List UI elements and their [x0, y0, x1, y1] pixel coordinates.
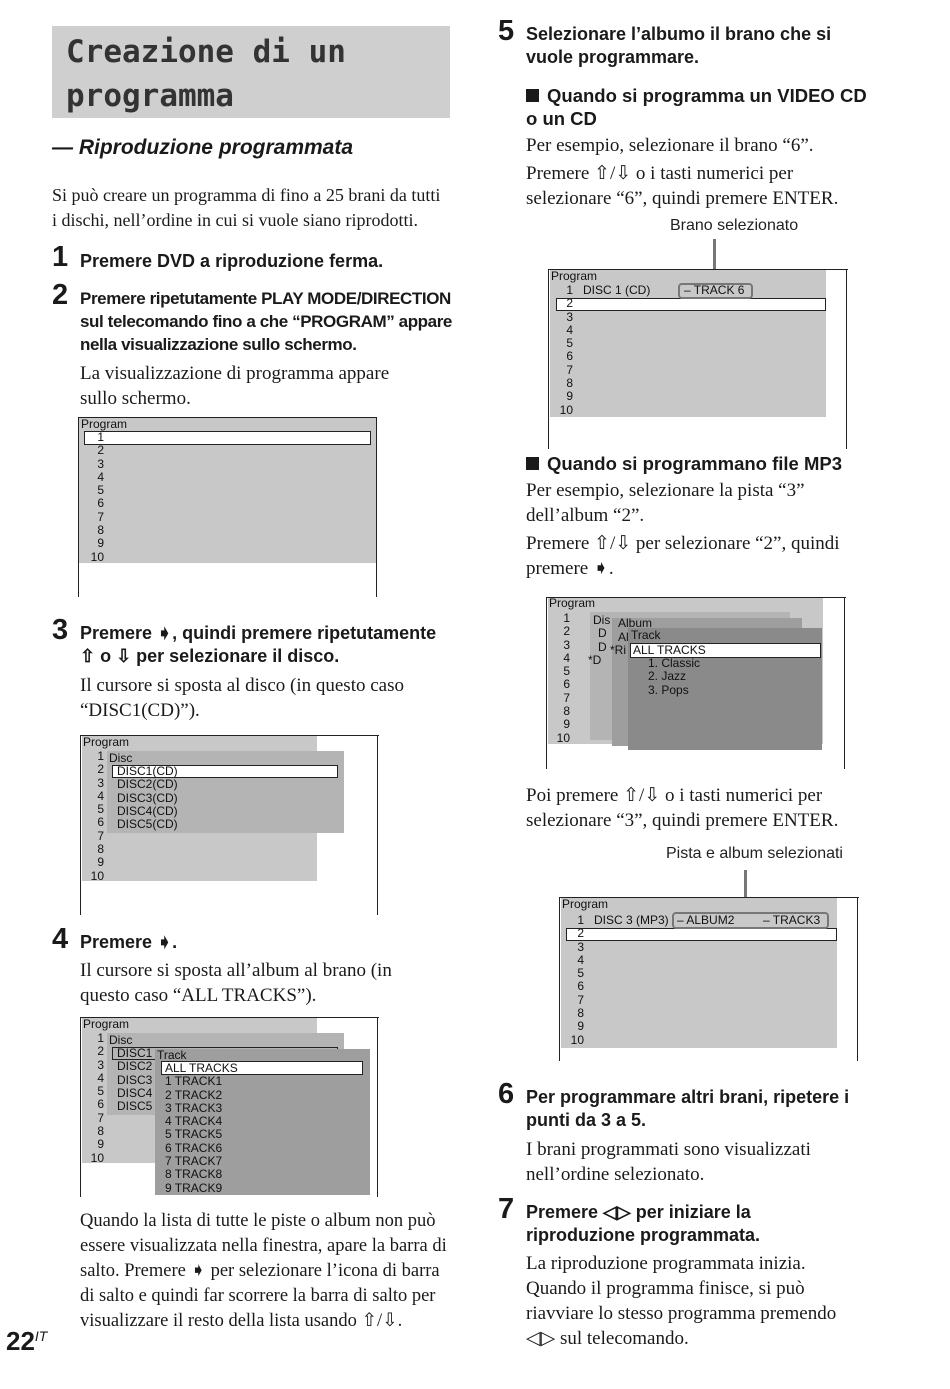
step-body-line: selezionare “3”, quindi premere ENTER.: [526, 810, 839, 831]
step-body-line: I brani programmati sono visualizzati: [526, 1139, 811, 1160]
disc-item: DISC2(CD): [117, 777, 178, 792]
row-numbers: [568, 914, 584, 1047]
program-track: – TRACK3: [763, 913, 821, 927]
row-number: 10: [559, 402, 573, 417]
step-title-line: Premere ◁▷ per iniziare la: [526, 1202, 751, 1222]
row-numbers: [557, 284, 573, 417]
page-title: [66, 30, 346, 118]
step-title: [80, 287, 452, 356]
program-label: Program: [562, 897, 609, 911]
step-title-line: vuole programmare.: [526, 47, 700, 67]
track-item: 8 TRACK8: [165, 1167, 223, 1182]
step-body-line: questo caso “ALL TRACKS”).: [80, 985, 317, 1006]
step-number: 6: [498, 1078, 515, 1110]
disc-label: Disc: [109, 1033, 133, 1047]
step-body: [80, 361, 389, 411]
title-line-1: Creazione di un: [66, 34, 346, 70]
program-disc: DISC 1 (CD): [583, 283, 651, 297]
subheading-mp3: [526, 452, 842, 475]
screen-border: [559, 897, 560, 1061]
page-subtitle: — Riproduzione programmata: [52, 136, 354, 159]
row-number: 1: [577, 913, 584, 927]
program-label: Program: [551, 269, 598, 283]
step-body-line: Poi premere ⇧/⇩ o i tasti numerici per: [526, 785, 823, 806]
row-number: 1: [97, 1031, 104, 1045]
screen-border: [546, 597, 547, 769]
row-number: 4: [97, 469, 104, 484]
step-body-line: nell’ordine selezionato.: [526, 1164, 705, 1185]
row-number: 7: [97, 828, 104, 843]
album-label: Album: [618, 616, 653, 630]
album-column: Al *Ri: [610, 630, 629, 658]
row-number: 3: [97, 1057, 104, 1072]
intro-line: Si può creare un programma di fino a 25 brani da tutti: [52, 185, 441, 205]
row-number: 10: [90, 868, 104, 883]
disc-item: DISC4: [117, 1085, 153, 1100]
row-number: 6: [97, 1097, 104, 1112]
step-body-line: selezionare “6”, quindi premere ENTER.: [526, 188, 839, 209]
step-title-line: punti da 3 a 5.: [526, 1110, 647, 1130]
row-number: 9: [566, 389, 573, 404]
step-number: 7: [498, 1193, 515, 1225]
row-number: 3: [577, 939, 584, 954]
track-item: 3 TRACK3: [165, 1100, 223, 1115]
track-item: 6 TRACK6: [165, 1140, 223, 1155]
step-body: [526, 133, 838, 211]
screen-border: [80, 1017, 81, 1197]
page-number-suffix: IT: [34, 1328, 48, 1344]
row-number: 6: [563, 677, 570, 692]
row-number: 1: [97, 749, 104, 763]
screen-border: [377, 1017, 378, 1197]
note-line: salto. Premere ➧ per selezionare l’icona di barra: [80, 1261, 440, 1281]
row-number: 2: [97, 443, 104, 458]
row-number: 3: [563, 637, 570, 652]
title-line-2: programma: [66, 78, 234, 114]
step-title: [80, 622, 436, 668]
step-body-line: ◁▷ sul telecomando.: [526, 1328, 689, 1349]
disc-label-trunc: Dis: [593, 613, 611, 627]
row-number: 5: [577, 966, 584, 981]
screen-border: [844, 597, 845, 769]
step-body-line: Premere ⇧/⇩ o i tasti numerici per: [526, 163, 794, 184]
all-tracks-item: ALL TRACKS: [165, 1061, 238, 1075]
step-number: 5: [498, 15, 515, 47]
row-number: 7: [563, 690, 570, 705]
row-number: 2: [577, 926, 584, 941]
screen-border: [78, 417, 79, 597]
row-numbers: [88, 750, 104, 883]
row-number: 8: [577, 1006, 584, 1021]
row-number: 4: [566, 322, 573, 337]
disc-label: Disc: [109, 751, 133, 765]
step-title: Premere ➧.: [80, 932, 178, 952]
screen-border: [376, 417, 377, 597]
note-line: visualizzare il resto della lista usando ⇧/⇩.: [80, 1311, 403, 1331]
step-body: [526, 1251, 836, 1351]
row-number: 6: [97, 815, 104, 830]
program-album: – ALBUM2: [677, 913, 735, 927]
step-body: [80, 673, 404, 723]
step-title-line: Selezionare l’albumo il brano che si: [526, 24, 832, 44]
row-number: 8: [97, 523, 104, 538]
row-number: 1: [566, 283, 573, 297]
row-number: 1: [97, 430, 104, 444]
step-title-line: Premere ➧, quindi premere ripetutamente: [80, 623, 437, 643]
row-number: 9: [563, 717, 570, 732]
screen-border: [80, 735, 81, 915]
row-number: 2: [566, 296, 573, 311]
disc-item: DISC3(CD): [117, 790, 178, 805]
step-number: 2: [52, 279, 69, 311]
track-label: Track: [157, 1048, 187, 1062]
track-item: 9 TRACK9: [165, 1180, 223, 1195]
genre-item: 3. Pops: [648, 682, 689, 697]
page-number: [6, 1326, 47, 1357]
genre-list: [648, 657, 700, 697]
track-item: 7 TRACK7: [165, 1154, 223, 1169]
program-track: – TRACK 6: [684, 283, 745, 297]
row-number: 10: [90, 549, 104, 564]
step-body-line: “DISC1(CD)”).: [80, 700, 200, 721]
track-label: Track: [631, 628, 661, 642]
genre-item: 2. Jazz: [648, 669, 687, 684]
disc-list-truncated: [117, 1047, 152, 1113]
disc-item: DISC5: [117, 1099, 153, 1114]
row-number: 2: [563, 624, 570, 639]
track-list: [165, 1062, 238, 1195]
step-body-line: Quando il programma finisce, si può: [526, 1278, 805, 1299]
row-number: 10: [570, 1032, 584, 1047]
step-body: [526, 783, 838, 833]
step-body-line: premere ➧.: [526, 558, 614, 579]
disc-item: DISC1(CD): [117, 764, 178, 778]
row-number: 2: [97, 762, 104, 777]
disc-item: DISC2: [117, 1059, 153, 1074]
step-body-line: sullo schermo.: [80, 388, 191, 409]
step-body-line: dell’album “2”.: [526, 505, 645, 526]
note-line: essere visualizzata nella finestra, apare la barra di: [80, 1236, 447, 1256]
row-number: 4: [97, 1070, 104, 1085]
row-number: 3: [97, 456, 104, 471]
disc-column: Dis D D *D: [588, 613, 611, 667]
row-number: 8: [563, 704, 570, 719]
note-line: di salto e quindi far scorrere la barra di salto per: [80, 1286, 436, 1306]
screen-border: [857, 897, 858, 1061]
step-title-line: Premere ripetutamente PLAY MODE/DIRECTION: [80, 289, 451, 308]
screen-border: [846, 269, 847, 449]
track-item: 1 TRACK1: [165, 1074, 223, 1089]
disc-item: DISC3: [117, 1072, 153, 1087]
step-body-line: riavviare lo stesso programma premendo: [526, 1303, 837, 1324]
square-bullet-icon: [526, 457, 539, 470]
row-number: 5: [97, 802, 104, 817]
step-title-line: ⇧ o ⇩ per selezionare il disco.: [80, 646, 340, 666]
step-title: [526, 23, 831, 69]
step-body-line: Per esempio, selezionare il brano “6”.: [526, 135, 814, 156]
step-number: 3: [52, 614, 69, 646]
step-title: Premere DVD a riproduzione ferma.: [80, 251, 384, 271]
row-number: 5: [563, 664, 570, 679]
row-number: 6: [97, 496, 104, 511]
selection-cursor: [566, 928, 837, 941]
disc-list: [117, 765, 178, 831]
step-body-line: Per esempio, selezionare la pista “3”: [526, 480, 805, 501]
caption-selected-album: Pista e album selezionati: [666, 845, 843, 862]
program-disc: DISC 3 (MP3): [594, 913, 669, 927]
step-body-line: Il cursore si sposta all’album al brano (in: [80, 960, 392, 981]
subheading-line: o un CD: [526, 108, 597, 129]
row-number: 3: [97, 775, 104, 790]
step-body-line: La visualizzazione di programma appare: [80, 363, 390, 384]
row-number: 7: [97, 1110, 104, 1125]
row-number: 7: [97, 509, 104, 524]
track-item: 2 TRACK2: [165, 1087, 223, 1102]
subheading-line: Quando si programma un VIDEO CD: [547, 85, 867, 106]
page-number-value: 22: [6, 1326, 35, 1356]
screen-border: [548, 269, 549, 449]
disc-item: DISC5(CD): [117, 817, 178, 832]
row-numbers: [88, 1032, 104, 1165]
row-number: 10: [90, 1150, 104, 1165]
screen-border: [377, 735, 378, 915]
track-popup-header: [155, 1049, 370, 1061]
step-title: [526, 1086, 849, 1132]
disc-item: DISC1: [117, 1046, 153, 1060]
row-number: 6: [577, 979, 584, 994]
row-number: 8: [97, 1124, 104, 1139]
step-body: [80, 958, 392, 1008]
row-number: 9: [97, 855, 104, 870]
subheading-cd: [526, 84, 867, 130]
row-number: 7: [566, 362, 573, 377]
row-number: 3: [566, 309, 573, 324]
step-title-line: sul telecomando fino a che “PROGRAM” appare: [80, 312, 452, 331]
row-number: 5: [566, 336, 573, 351]
program-label: Program: [83, 1017, 130, 1031]
row-number: 4: [577, 952, 584, 967]
note-line: Quando la lista di tutte le piste o album non può: [80, 1211, 436, 1231]
program-label: Program: [549, 596, 596, 610]
row-number: 5: [97, 483, 104, 498]
program-label: Program: [83, 735, 130, 749]
row-number: 8: [97, 842, 104, 857]
track-item: 5 TRACK5: [165, 1127, 223, 1142]
selection-cursor: [84, 431, 371, 445]
step-body-line: Il cursore si sposta al disco (in questo caso: [80, 675, 404, 696]
row-number: 9: [97, 536, 104, 551]
step-title-line: riproduzione programmata.: [526, 1225, 761, 1245]
row-number: 7: [577, 992, 584, 1007]
step-body: [526, 478, 840, 581]
step-number: 4: [52, 923, 69, 955]
row-number: 9: [577, 1019, 584, 1034]
row-number: 1: [563, 611, 570, 625]
subheading-line: Quando si programmano file MP3: [547, 453, 843, 474]
all-tracks-item: ALL TRACKS: [633, 643, 706, 657]
disc-item: DISC4(CD): [117, 803, 178, 818]
note-text: [80, 1209, 447, 1334]
row-number: 6: [566, 349, 573, 364]
step-title-line: nella visualizzazione sullo schermo.: [80, 335, 357, 354]
row-number: 2: [97, 1044, 104, 1059]
step-title-line: Per programmare altri brani, ripetere i: [526, 1087, 850, 1107]
step-number: 1: [52, 241, 69, 273]
step-title: [526, 1201, 760, 1247]
square-bullet-icon: [526, 89, 539, 102]
caption-selected-track: Brano selezionato: [670, 217, 799, 234]
row-numbers: [88, 431, 104, 564]
step-body-line: La riproduzione programmata inizia.: [526, 1253, 806, 1274]
step-body-line: Premere ⇧/⇩ per selezionare “2”, quindi: [526, 533, 840, 554]
track-item: 4 TRACK4: [165, 1114, 223, 1129]
row-number: 9: [97, 1137, 104, 1152]
row-number: 10: [556, 730, 570, 745]
genre-item: 1. Classic: [648, 656, 701, 670]
selection-cursor: [556, 298, 826, 311]
row-number: 8: [566, 376, 573, 391]
program-label: Program: [81, 417, 128, 431]
row-number: 4: [97, 788, 104, 803]
step-body: [526, 1137, 811, 1187]
row-numbers: [554, 612, 570, 745]
intro-text: [52, 183, 440, 233]
intro-line: i dischi, nell’ordine in cui si vuole siano riprodotti.: [52, 210, 418, 230]
row-number: 5: [97, 1084, 104, 1099]
row-number: 4: [563, 650, 570, 665]
